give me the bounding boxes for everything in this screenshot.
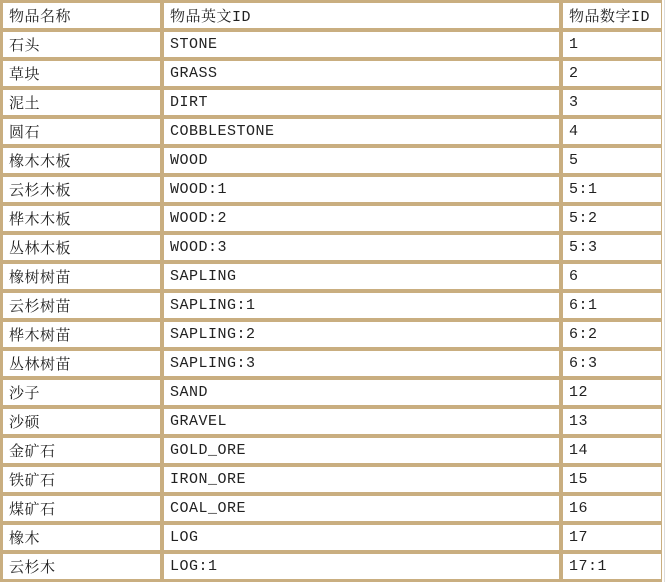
table-row [2,495,662,522]
item-name-cell: 桦木树苗 [2,321,161,348]
table-row [2,408,662,435]
english-id-cell: LOG [163,524,560,551]
table-row [2,553,662,580]
table-row [2,524,662,551]
english-id-cell: SAPLING:3 [163,350,560,377]
english-id-cell: WOOD [163,147,560,174]
item-name-cell: 丛林树苗 [2,350,161,377]
english-id-cell: WOOD:2 [163,205,560,232]
english-id-cell: WOOD:3 [163,234,560,261]
numeric-id-cell: 12 [562,379,662,406]
english-id-cell: GRAVEL [163,408,560,435]
numeric-id-cell: 17 [562,524,662,551]
table-row [2,466,662,493]
numeric-id-cell: 15 [562,466,662,493]
numeric-id-cell: 6:1 [562,292,662,319]
table-row [2,379,662,406]
item-name-cell: 云杉木 [2,553,161,580]
table-row [2,147,662,174]
numeric-id-cell: 5:3 [562,234,662,261]
item-name-cell: 云杉木板 [2,176,161,203]
item-name-cell: 沙子 [2,379,161,406]
english-id-cell: WOOD:1 [163,176,560,203]
table-row [2,292,662,319]
english-id-cell: COAL_ORE [163,495,560,522]
english-id-cell: GOLD_ORE [163,437,560,464]
numeric-id-cell: 6 [562,263,662,290]
numeric-id-cell: 2 [562,60,662,87]
numeric-id-cell: 13 [562,408,662,435]
item-name-cell: 圆石 [2,118,161,145]
english-id-cell: LOG:1 [163,553,560,580]
numeric-id-cell: 4 [562,118,662,145]
table-row [2,89,662,116]
table-row [2,118,662,145]
table-row [2,60,662,87]
english-id-cell: DIRT [163,89,560,116]
column-header-numeric-id: 物品数字ID [562,2,662,29]
english-id-cell: SAPLING [163,263,560,290]
english-id-cell: COBBLESTONE [163,118,560,145]
numeric-id-cell: 1 [562,31,662,58]
column-header-item-name: 物品名称 [2,2,161,29]
table-row [2,350,662,377]
item-name-cell: 铁矿石 [2,466,161,493]
item-name-cell: 煤矿石 [2,495,161,522]
item-name-cell: 草块 [2,60,161,87]
numeric-id-cell: 6:2 [562,321,662,348]
item-name-cell: 泥土 [2,89,161,116]
english-id-cell: SAND [163,379,560,406]
table-row [2,176,662,203]
numeric-id-cell: 5 [562,147,662,174]
english-id-cell: IRON_ORE [163,466,560,493]
numeric-id-cell: 3 [562,89,662,116]
english-id-cell: SAPLING:2 [163,321,560,348]
numeric-id-cell: 5:1 [562,176,662,203]
english-id-cell: SAPLING:1 [163,292,560,319]
numeric-id-cell: 5:2 [562,205,662,232]
item-name-cell: 橡木 [2,524,161,551]
numeric-id-cell: 17:1 [562,553,662,580]
table-row [2,263,662,290]
english-id-cell: STONE [163,31,560,58]
item-name-cell: 沙硕 [2,408,161,435]
table-row [2,31,662,58]
item-name-cell: 丛林木板 [2,234,161,261]
numeric-id-cell: 16 [562,495,662,522]
english-id-cell: GRASS [163,60,560,87]
column-header-english-id: 物品英文ID [163,2,560,29]
item-name-cell: 石头 [2,31,161,58]
numeric-id-cell: 14 [562,437,662,464]
table-row [2,437,662,464]
numeric-id-cell: 6:3 [562,350,662,377]
item-name-cell: 金矿石 [2,437,161,464]
item-name-cell: 桦木木板 [2,205,161,232]
table-row [2,205,662,232]
right-edge-line [664,0,665,582]
table-row [2,321,662,348]
item-name-cell: 云杉树苗 [2,292,161,319]
table-row [2,234,662,261]
table-body [2,31,662,580]
item-name-cell: 橡树树苗 [2,263,161,290]
item-name-cell: 橡木木板 [2,147,161,174]
header-row [2,2,662,29]
